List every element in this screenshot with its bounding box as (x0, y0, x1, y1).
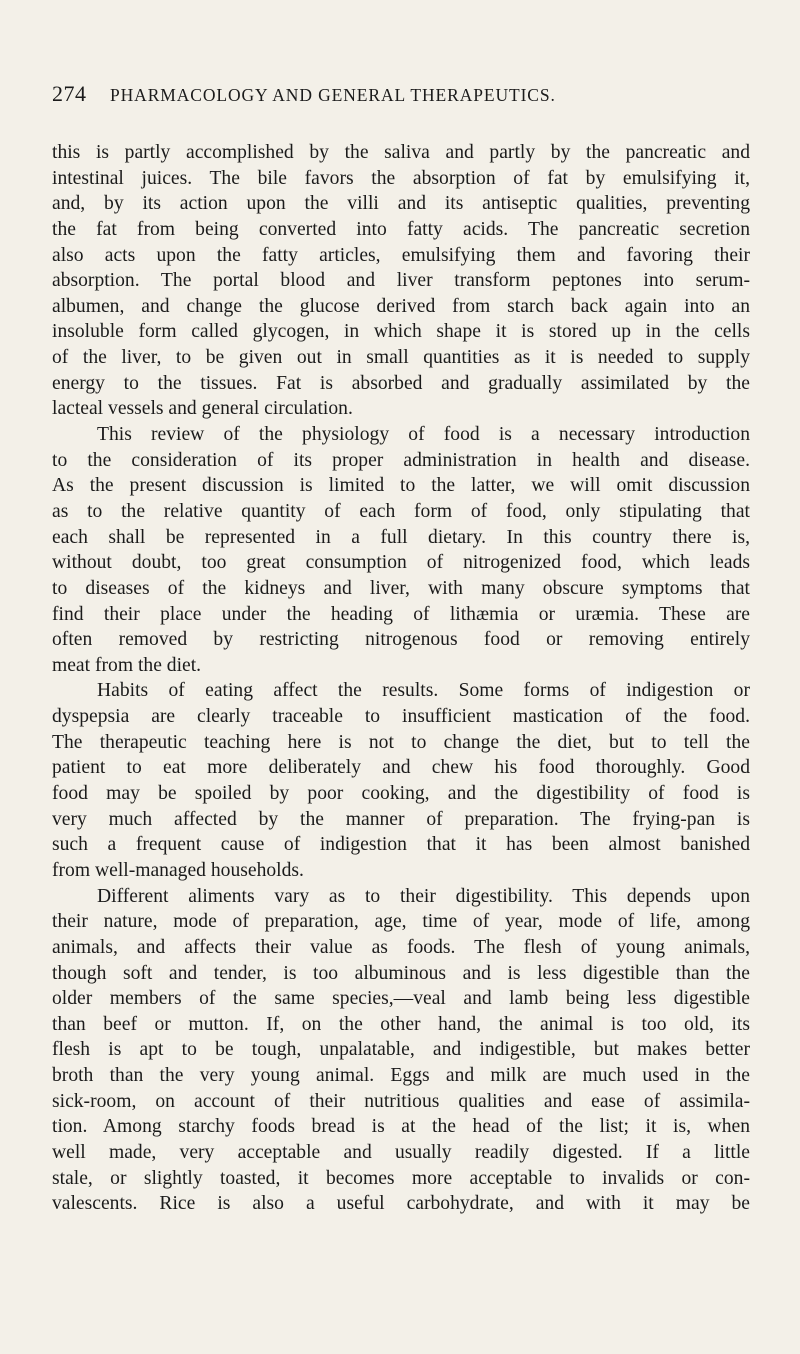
text-line: without doubt, too great consumption of nitrogenized food, which leads (52, 552, 750, 574)
text-line: albumen, and change the glucose derived from starch back again into an (52, 295, 750, 317)
text-line: also acts upon the fatty articles, emulsifying them and favoring their (52, 244, 750, 266)
text-line: very much affected by the manner of preparation. The frying-pan is (52, 808, 750, 830)
text-line: flesh is apt to be tough, unpalatable, and indigestible, but makes better (52, 1039, 750, 1061)
text-line: often removed by restricting nitrogenous food or removing entirely (52, 629, 750, 651)
text-line: the fat from being converted into fatty acids. The pancreatic secretion (52, 218, 750, 240)
text-line: energy to the tissues. Fat is absorbed and gradually assimilated by the (52, 372, 750, 394)
text-line: from well-managed households. (52, 859, 304, 881)
text-line: As the present discussion is limited to the latter, we will omit discussion (52, 475, 750, 497)
text-line: of the liver, to be given out in small quantities as it is needed to supply (52, 347, 750, 369)
text-line: valescents. Rice is also a useful carbohydrate, and with it may be (52, 1193, 750, 1215)
text-line: to the consideration of its proper administration in health and disease. (52, 449, 750, 471)
text-line: such a frequent cause of indigestion that it has been almost banished (52, 834, 750, 856)
text-line: each shall be represented in a full dietary. In this country there is, (52, 526, 750, 548)
text-line: absorption. The portal blood and liver transform peptones into serum- (52, 270, 750, 292)
text-line: this is partly accomplished by the saliva and partly by the pancreatic and (52, 142, 750, 163)
text-line: insoluble form called glycogen, in which shape it is stored up in the cells (52, 321, 750, 343)
text-line: dyspepsia are clearly traceable to insufficient mastication of the food. (52, 706, 750, 728)
text-line: though soft and tender, is too albuminous and is less digestible than the (52, 962, 750, 984)
text-line: well made, very acceptable and usually readily digested. If a little (52, 1141, 750, 1163)
body-text (52, 140, 750, 1217)
paragraph-start-line: Habits of eating affect the results. Some forms of indigestion or (97, 680, 750, 702)
text-line: food may be spoiled by poor cooking, and the digestibility of food is (52, 783, 750, 805)
running-head: PHARMACOLOGY AND GENERAL THERAPEUTICS. (110, 85, 556, 105)
text-line: older members of the same species,—veal and lamb being less digestible (52, 988, 750, 1010)
text-line: meat from the diet. (52, 654, 202, 676)
paragraph-start-line: This review of the physiology of food is a necessary introduction (97, 424, 750, 446)
page-number: 274 (52, 81, 87, 106)
text-line: patient to eat more deliberately and chew his food thoroughly. Good (52, 757, 750, 779)
text-line: intestinal juices. The bile favors the absorption of fat by emulsifying it, (52, 167, 750, 189)
text-line: broth than the very young animal. Eggs and milk are much used in the (52, 1065, 750, 1087)
text-line: as to the relative quantity of each form of food, only stipulating that (52, 500, 750, 522)
paragraph-start-line: Different aliments vary as to their digestibility. This depends upon (97, 885, 750, 907)
text-line: stale, or slightly toasted, it becomes more acceptable to invalids or con- (52, 1167, 750, 1189)
text-line: sick-room, on account of their nutritious qualities and ease of assimila- (52, 1090, 750, 1112)
page-header (52, 80, 752, 112)
text-line: than beef or mutton. If, on the other hand, the animal is too old, its (52, 1013, 750, 1035)
text-line: to diseases of the kidneys and liver, with many obscure symptoms that (52, 577, 750, 599)
text-line: and, by its action upon the villi and its antiseptic qualities, preventing (52, 193, 750, 215)
text-line: animals, and affects their value as foods. The flesh of young animals, (52, 936, 750, 958)
text-line: The therapeutic teaching here is not to change the diet, but to tell the (52, 731, 750, 753)
text-line: find their place under the heading of lithæmia or uræmia. These are (52, 603, 750, 625)
text-line: lacteal vessels and general circulation. (52, 398, 353, 420)
text-line: their nature, mode of preparation, age, time of year, mode of life, among (52, 911, 750, 933)
text-line: tion. Among starchy foods bread is at the head of the list; it is, when (52, 1116, 750, 1138)
